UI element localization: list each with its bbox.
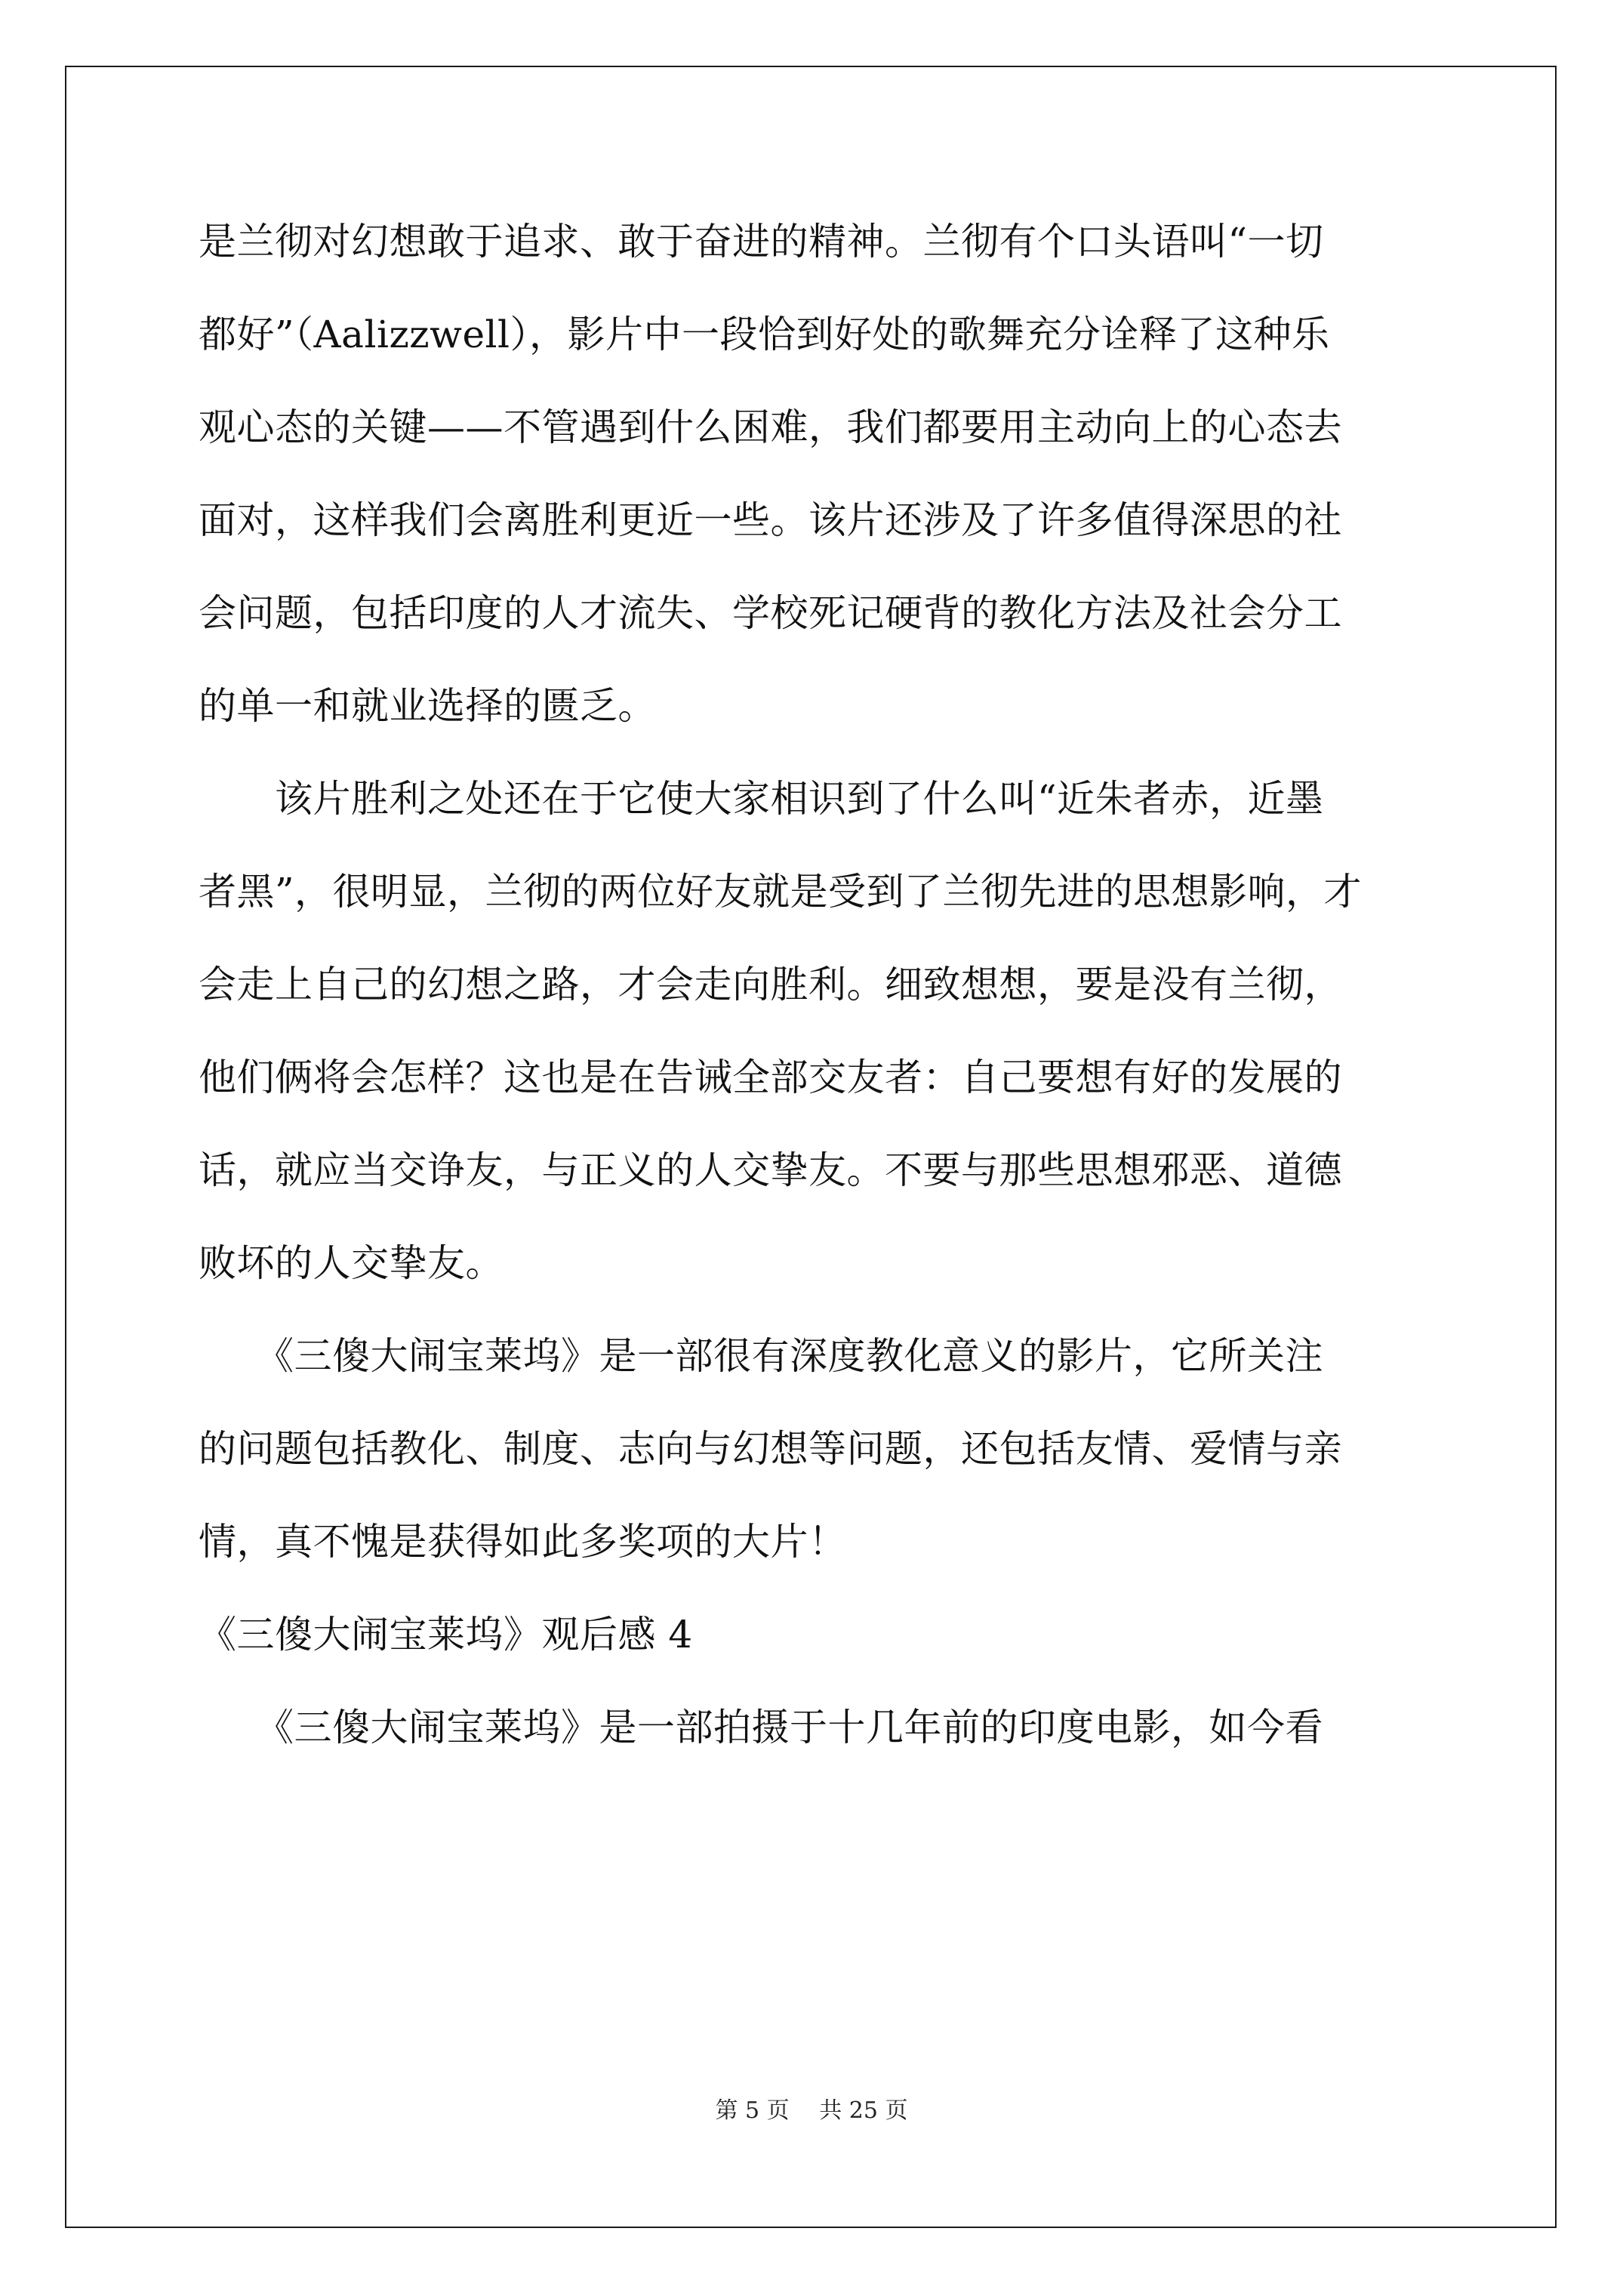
text-line: 都好”（Aalizzwell），影片中一段恰到好处的歌舞充分诠释了这种乐 xyxy=(199,313,1330,356)
text-line: 的问题包括教化、制度、志向与幻想等问题，还包括友情、爱情与亲 xyxy=(199,1427,1342,1471)
section-heading: 《三傻大闹宝莱坞》观后感 4 xyxy=(199,1613,693,1657)
text-line: 会问题，包括印度的人才流失、学校死记硬背的教化方法及社会分工 xyxy=(199,591,1342,635)
text-line: 他们俩将会怎样？这也是在告诫全部交友者：自己要想有好的发展的 xyxy=(199,1056,1342,1099)
text-line: 观心态的关键——不管遇到什么困难，我们都要用主动向上的心态去 xyxy=(199,405,1342,449)
paragraph-start: 《三傻大闹宝莱坞》是一部拍摄于十几年前的印度电影，如今看 xyxy=(199,1706,1323,1749)
text-line: 者黑”，很明显，兰彻的两位好友就是受到了兰彻先进的思想影响，才 xyxy=(199,870,1363,914)
text-line: 的单一和就业选择的匮乏。 xyxy=(199,684,656,728)
paragraph-start: 《三傻大闹宝莱坞》是一部很有深度教化意义的影片，它所关注 xyxy=(199,1334,1323,1378)
text-line: 情，真不愧是获得如此多奖项的大片！ xyxy=(199,1520,847,1564)
text-line: 面对，这样我们会离胜利更近一些。该片还涉及了许多值得深思的社 xyxy=(199,498,1342,542)
page-number-footer: 第 5 页 共 25 页 xyxy=(715,2097,908,2124)
text-line: 会走上自己的幻想之路，才会走向胜利。细致想想，要是没有兰彻， xyxy=(199,963,1342,1006)
paragraph-start: 该片胜利之处还在于它使大家相识到了什么叫“近朱者赤，近墨 xyxy=(199,777,1324,821)
text-line: 是兰彻对幻想敢于追求、敢于奋进的精神。兰彻有个口头语叫“一切 xyxy=(199,220,1324,264)
text-line: 败坏的人交挚友。 xyxy=(199,1241,504,1285)
text-line: 话，就应当交诤友，与正义的人交挚友。不要与那些思想邪恶、道德 xyxy=(199,1148,1342,1192)
